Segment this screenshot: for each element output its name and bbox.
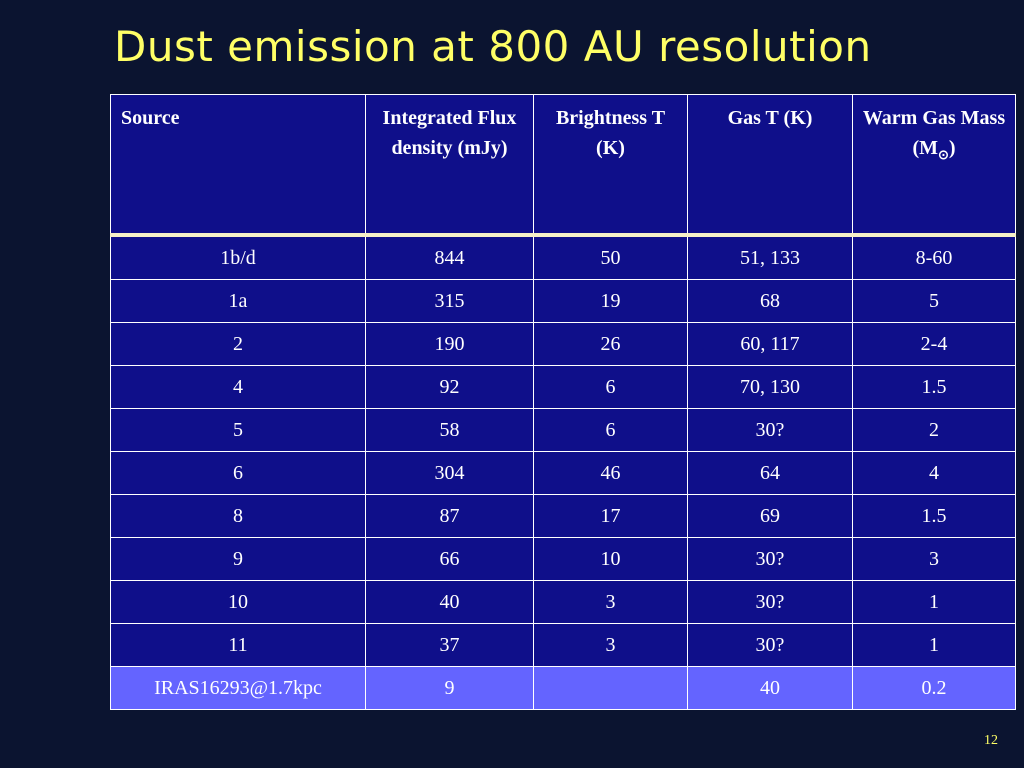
cell-brightness: 6	[534, 366, 688, 409]
header-mass-prefix: Warm Gas Mass (M	[862, 107, 1006, 159]
table-row	[111, 581, 1016, 624]
table-body	[111, 235, 1016, 710]
cell-gas-t: 30?	[688, 624, 853, 667]
cell-source: 6	[111, 452, 366, 495]
table-header-row	[111, 95, 1016, 236]
cell-mass: 1	[853, 624, 1016, 667]
cell-flux: 87	[366, 495, 534, 538]
cell-flux: 315	[366, 280, 534, 323]
cell-brightness: 19	[534, 280, 688, 323]
cell-mass: 8-60	[853, 235, 1016, 280]
cell-brightness: 3	[534, 581, 688, 624]
table-row	[111, 667, 1016, 710]
cell-mass: 4	[853, 452, 1016, 495]
table-row	[111, 624, 1016, 667]
cell-mass: 1.5	[853, 366, 1016, 409]
cell-brightness: 10	[534, 538, 688, 581]
cell-source: 9	[111, 538, 366, 581]
cell-gas-t: 30?	[688, 409, 853, 452]
cell-flux: 844	[366, 235, 534, 280]
data-table-container	[110, 94, 1006, 708]
cell-mass: 3	[853, 538, 1016, 581]
cell-mass: 1	[853, 581, 1016, 624]
cell-flux: 92	[366, 366, 534, 409]
cell-gas-t: 68	[688, 280, 853, 323]
header-brightness: Brightness T (K)	[534, 95, 688, 236]
cell-gas-t: 30?	[688, 581, 853, 624]
header-source: Source	[111, 95, 366, 236]
cell-brightness: 46	[534, 452, 688, 495]
cell-flux: 40	[366, 581, 534, 624]
cell-source: 4	[111, 366, 366, 409]
slide-title: Dust emission at 800 AU resolution	[114, 22, 872, 71]
solar-symbol: ⊙	[937, 147, 949, 162]
cell-mass: 1.5	[853, 495, 1016, 538]
cell-source: 1a	[111, 280, 366, 323]
header-warm-gas-mass	[853, 95, 1016, 236]
cell-mass: 2	[853, 409, 1016, 452]
cell-source: 10	[111, 581, 366, 624]
cell-source: 5	[111, 409, 366, 452]
cell-flux: 66	[366, 538, 534, 581]
cell-brightness: 3	[534, 624, 688, 667]
table-row	[111, 452, 1016, 495]
table-row	[111, 280, 1016, 323]
cell-gas-t: 60, 117	[688, 323, 853, 366]
table-row	[111, 323, 1016, 366]
cell-gas-t: 51, 133	[688, 235, 853, 280]
cell-brightness: 17	[534, 495, 688, 538]
page-number: 12	[984, 733, 998, 748]
cell-flux: 37	[366, 624, 534, 667]
cell-gas-t: 69	[688, 495, 853, 538]
header-gas-t: Gas T (K)	[688, 95, 853, 236]
table-row	[111, 366, 1016, 409]
table-row	[111, 538, 1016, 581]
header-mass-suffix: )	[948, 137, 956, 159]
cell-flux: 9	[366, 667, 534, 710]
cell-flux: 190	[366, 323, 534, 366]
cell-gas-t: 64	[688, 452, 853, 495]
cell-source: 8	[111, 495, 366, 538]
header-flux: Integrated Flux density (mJy)	[366, 95, 534, 236]
cell-flux: 304	[366, 452, 534, 495]
cell-source: 2	[111, 323, 366, 366]
cell-brightness	[534, 667, 688, 710]
cell-brightness: 50	[534, 235, 688, 280]
cell-mass: 5	[853, 280, 1016, 323]
cell-source: IRAS16293@1.7kpc	[111, 667, 366, 710]
table-row	[111, 409, 1016, 452]
cell-gas-t: 40	[688, 667, 853, 710]
cell-brightness: 26	[534, 323, 688, 366]
cell-mass: 0.2	[853, 667, 1016, 710]
cell-brightness: 6	[534, 409, 688, 452]
data-table	[110, 94, 1016, 710]
table-row	[111, 495, 1016, 538]
table-row	[111, 235, 1016, 280]
cell-source: 1b/d	[111, 235, 366, 280]
cell-source: 11	[111, 624, 366, 667]
cell-gas-t: 30?	[688, 538, 853, 581]
cell-flux: 58	[366, 409, 534, 452]
cell-mass: 2-4	[853, 323, 1016, 366]
cell-gas-t: 70, 130	[688, 366, 853, 409]
